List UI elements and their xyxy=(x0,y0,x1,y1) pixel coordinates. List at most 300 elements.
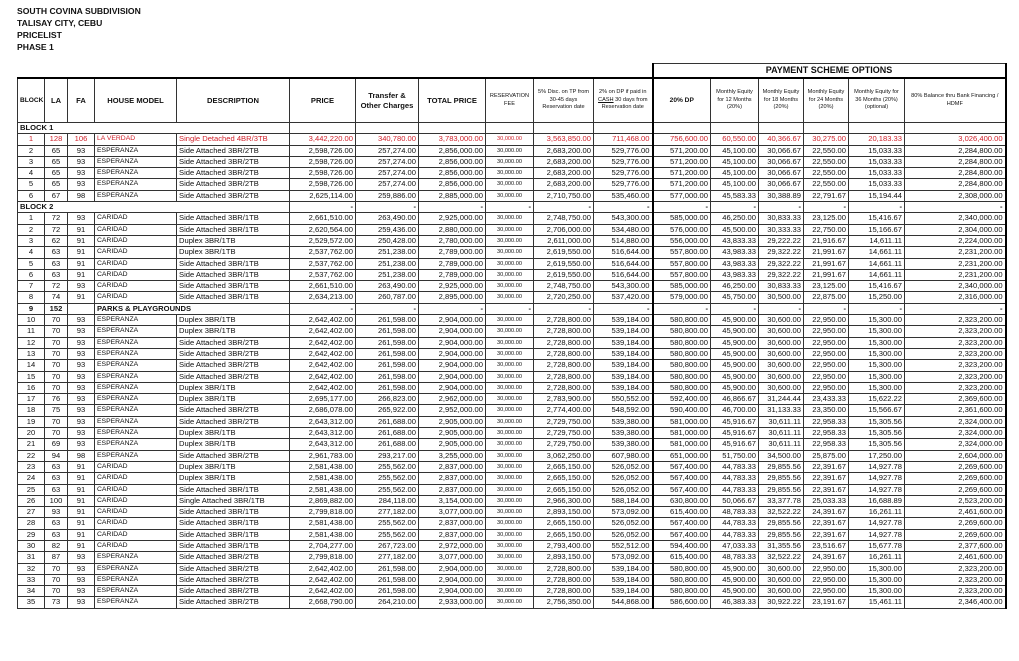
table-row xyxy=(18,428,1006,439)
table-cell: Side Attached 3BR/2TB xyxy=(177,552,290,563)
table-cell: 2,972,000.00 xyxy=(419,540,486,551)
table-cell: 573,092.00 xyxy=(594,552,653,563)
table-cell: 93 xyxy=(68,315,95,326)
dash-cell: - xyxy=(290,303,356,314)
table-cell: 22,550.00 xyxy=(804,179,849,190)
table-cell: 45,900.00 xyxy=(711,574,759,585)
table-cell: 534,480.00 xyxy=(594,224,653,235)
table-cell: 29 xyxy=(18,529,45,540)
table-cell: 2,369,600.00 xyxy=(905,394,1006,405)
table-cell: 581,000.00 xyxy=(653,439,711,450)
table-cell: 2,695,177.00 xyxy=(290,394,356,405)
table-cell: 567,400.00 xyxy=(653,473,711,484)
table-cell: 15,166.67 xyxy=(849,224,905,235)
table-cell: 29,322.22 xyxy=(759,258,804,269)
table-cell: 543,300.00 xyxy=(594,281,653,292)
table-cell: 340,780.00 xyxy=(356,134,419,145)
table-cell: 557,800.00 xyxy=(653,258,711,269)
table-cell: 29,855.56 xyxy=(759,473,804,484)
table-cell: 1 xyxy=(18,213,45,224)
table-cell: 2,683,200.00 xyxy=(534,156,594,167)
table-cell: 2,642,402.00 xyxy=(290,382,356,393)
table-cell: Side Attached 3BR/2TB xyxy=(177,337,290,348)
dash-cell: - xyxy=(594,202,653,213)
section-label: BLOCK 2 xyxy=(18,202,290,213)
table-cell: 3,077,000.00 xyxy=(419,507,486,518)
table-cell: 2,304,000.00 xyxy=(905,224,1006,235)
table-row xyxy=(18,495,1006,506)
table-row xyxy=(18,507,1006,518)
table-cell: Side Attached 3BR/1TB xyxy=(177,269,290,280)
table-cell: 2,837,000.00 xyxy=(419,518,486,529)
table-cell: 2,668,790.00 xyxy=(290,597,356,608)
table-cell: 2,231,200.00 xyxy=(905,269,1006,280)
table-cell: 50,066.67 xyxy=(711,495,759,506)
table-cell: 72 xyxy=(45,213,68,224)
table-cell: 23,350.00 xyxy=(804,405,849,416)
table-cell: Duplex 3BR/1TB xyxy=(177,247,290,258)
table-cell: 255,562.00 xyxy=(356,473,419,484)
table-cell: 2,340,000.00 xyxy=(905,281,1006,292)
table-cell: ESPERANZA xyxy=(95,315,177,326)
table-cell: 22,950.00 xyxy=(804,348,849,359)
table-cell: 33,377.78 xyxy=(759,495,804,506)
col-total-price: TOTAL PRICE xyxy=(419,78,486,123)
table-row xyxy=(18,473,1006,484)
table-cell: 22,791.67 xyxy=(804,190,849,201)
table-cell: 30,000.00 xyxy=(486,574,534,585)
table-cell: 15,033.33 xyxy=(849,156,905,167)
table-cell: 261,598.00 xyxy=(356,326,419,337)
table-cell: 48,783.33 xyxy=(711,552,759,563)
table-cell: 73 xyxy=(45,597,68,608)
table-cell: 2,642,402.00 xyxy=(290,563,356,574)
table-row xyxy=(18,168,1006,179)
col-la: LA xyxy=(45,78,68,123)
table-cell: 576,000.00 xyxy=(653,224,711,235)
table-cell: 16,261.11 xyxy=(849,552,905,563)
table-cell: 17,250.00 xyxy=(849,450,905,461)
table-cell: 2,905,000.00 xyxy=(419,416,486,427)
table-cell: 580,800.00 xyxy=(653,360,711,371)
table-cell: 265,922.00 xyxy=(356,405,419,416)
table-cell: 526,052.00 xyxy=(594,461,653,472)
table-cell: 30,600.00 xyxy=(759,563,804,574)
table-row xyxy=(18,416,1006,427)
table-cell: 30,000.00 xyxy=(486,224,534,235)
table-cell: 91 xyxy=(68,507,95,518)
table-cell: 2,269,600.00 xyxy=(905,473,1006,484)
table-cell: 24,391.67 xyxy=(804,552,849,563)
table-cell: 14,661.11 xyxy=(849,258,905,269)
table-cell: 15,300.00 xyxy=(849,326,905,337)
table-cell: 2,952,000.00 xyxy=(419,405,486,416)
table-cell: 2,316,000.00 xyxy=(905,292,1006,303)
table-cell: 2,665,150.00 xyxy=(534,484,594,495)
table-cell: 91 xyxy=(68,495,95,506)
table-cell: 82 xyxy=(45,540,68,551)
table-cell: CARIDAD xyxy=(95,292,177,303)
table-cell: 2,642,402.00 xyxy=(290,360,356,371)
table-cell: 581,000.00 xyxy=(653,428,711,439)
table-cell: 70 xyxy=(45,574,68,585)
dash-cell: - xyxy=(419,202,486,213)
table-cell: 30,922.22 xyxy=(759,597,804,608)
table-cell: Duplex 3BR/1TB xyxy=(177,382,290,393)
table-cell: 2,634,213.00 xyxy=(290,292,356,303)
table-row xyxy=(18,156,1006,167)
table-cell: 30,000.00 xyxy=(486,179,534,190)
table-cell: 255,562.00 xyxy=(356,529,419,540)
table-cell: 30,000.00 xyxy=(486,281,534,292)
table-row xyxy=(18,247,1006,258)
table-cell: 74 xyxy=(45,292,68,303)
table-cell: Side Attached 3BR/1TB xyxy=(177,507,290,518)
table-cell: 2,323,200.00 xyxy=(905,586,1006,597)
table-cell: 2,537,762.00 xyxy=(290,269,356,280)
table-cell: 590,400.00 xyxy=(653,405,711,416)
table-cell: 15,305.56 xyxy=(849,416,905,427)
section-row xyxy=(18,123,1006,134)
table-cell: 2,789,000.00 xyxy=(419,269,486,280)
table-row xyxy=(18,292,1006,303)
table-cell: Duplex 3BR/1TB xyxy=(177,428,290,439)
table-cell: 45,900.00 xyxy=(711,360,759,371)
table-row xyxy=(18,450,1006,461)
table-cell: 35 xyxy=(18,597,45,608)
table-cell: 70 xyxy=(45,416,68,427)
table-cell: Side Attached 3BR/2TB xyxy=(177,145,290,156)
table-cell: 529,776.00 xyxy=(594,179,653,190)
dash-cell: - xyxy=(759,303,804,314)
table-cell: 573,092.00 xyxy=(594,507,653,518)
table-cell: 2,581,438.00 xyxy=(290,529,356,540)
table-cell: 2,905,000.00 xyxy=(419,428,486,439)
table-cell: 15,300.00 xyxy=(849,371,905,382)
table-cell: Duplex 3BR/1TB xyxy=(177,473,290,484)
table-cell: 557,800.00 xyxy=(653,247,711,258)
table-cell: 2,837,000.00 xyxy=(419,484,486,495)
table-cell: 22,950.00 xyxy=(804,337,849,348)
table-cell: 260,787.00 xyxy=(356,292,419,303)
table-cell: 581,000.00 xyxy=(653,416,711,427)
table-cell: 21,991.67 xyxy=(804,269,849,280)
table-cell: 261,598.00 xyxy=(356,574,419,585)
table-cell: 552,512.00 xyxy=(594,540,653,551)
table-cell: ESPERANZA xyxy=(95,360,177,371)
table-cell: CARIDAD xyxy=(95,258,177,269)
table-cell: Duplex 3BR/1TB xyxy=(177,394,290,405)
table-cell: 22,391.67 xyxy=(804,518,849,529)
table-cell: 31,244.44 xyxy=(759,394,804,405)
table-cell: 25 xyxy=(18,484,45,495)
table-cell: 30,600.00 xyxy=(759,326,804,337)
table-row xyxy=(18,134,1006,145)
table-cell: 2,728,800.00 xyxy=(534,337,594,348)
table-cell: 2,869,882.00 xyxy=(290,495,356,506)
table-cell: ESPERANZA xyxy=(95,190,177,201)
table-cell: 6 xyxy=(18,269,45,280)
parks-row xyxy=(18,303,1006,314)
table-cell: 93 xyxy=(68,337,95,348)
table-cell: 2,642,402.00 xyxy=(290,371,356,382)
table-cell: 45,900.00 xyxy=(711,563,759,574)
table-cell: 22,391.67 xyxy=(804,529,849,540)
table-row xyxy=(18,394,1006,405)
table-cell: 2,895,000.00 xyxy=(419,292,486,303)
table-cell: 30,000.00 xyxy=(486,586,534,597)
table-cell: 46,700.00 xyxy=(711,405,759,416)
table-cell: 30,000.00 xyxy=(486,258,534,269)
table-cell: 24,391.67 xyxy=(804,507,849,518)
table-cell: 15,461.11 xyxy=(849,597,905,608)
table-cell: 44,783.33 xyxy=(711,461,759,472)
dash-cell: - xyxy=(534,202,594,213)
table-cell: 15,033.33 xyxy=(849,168,905,179)
table-cell: 30,000.00 xyxy=(486,597,534,608)
table-cell: 91 xyxy=(68,247,95,258)
table-cell: 4 xyxy=(18,168,45,179)
table-cell: 263,490.00 xyxy=(356,281,419,292)
table-cell: 539,184.00 xyxy=(594,326,653,337)
table-cell: Side Attached 3BR/2TB xyxy=(177,156,290,167)
table-cell: 17 xyxy=(18,394,45,405)
table-cell: 1 xyxy=(18,134,45,145)
table-cell: CARIDAD xyxy=(95,461,177,472)
table-cell: 70 xyxy=(45,428,68,439)
table-cell: 2,284,800.00 xyxy=(905,168,1006,179)
table-cell: 2,729,750.00 xyxy=(534,416,594,427)
table-cell: 100 xyxy=(45,495,68,506)
dash-cell: - xyxy=(759,202,804,213)
table-cell: 91 xyxy=(68,292,95,303)
table-cell: 30,000.00 xyxy=(486,495,534,506)
table-cell: 571,200.00 xyxy=(653,156,711,167)
table-cell: 15,305.56 xyxy=(849,439,905,450)
parks-label: PARKS & PLAYGROUNDS xyxy=(95,303,290,314)
table-cell: 2,361,600.00 xyxy=(905,405,1006,416)
table-cell: 30,066.67 xyxy=(759,156,804,167)
table-cell: 2,529,572.00 xyxy=(290,235,356,246)
table-cell: 14 xyxy=(18,360,45,371)
table-cell: 22,958.33 xyxy=(804,439,849,450)
table-cell: Side Attached 3BR/1TB xyxy=(177,518,290,529)
table-cell: 43,833.33 xyxy=(711,235,759,246)
table-cell: 2,661,510.00 xyxy=(290,281,356,292)
table-cell: 22,391.67 xyxy=(804,484,849,495)
table-cell: 94 xyxy=(45,450,68,461)
table-cell: 2,620,564.00 xyxy=(290,224,356,235)
table-row xyxy=(18,145,1006,156)
table-cell: 30,611.11 xyxy=(759,428,804,439)
table-cell: 293,217.00 xyxy=(356,450,419,461)
table-cell: 23 xyxy=(18,461,45,472)
dash-cell: - xyxy=(711,202,759,213)
parks-fa xyxy=(68,303,95,314)
table-cell: Side Attached 3BR/2TB xyxy=(177,168,290,179)
table-cell: 70 xyxy=(45,315,68,326)
table-cell: 539,184.00 xyxy=(594,574,653,585)
table-cell: 263,490.00 xyxy=(356,213,419,224)
parks-block: 9 xyxy=(18,303,45,314)
table-cell: 2,837,000.00 xyxy=(419,473,486,484)
table-row xyxy=(18,315,1006,326)
table-cell: 5 xyxy=(18,258,45,269)
table-cell: 2,642,402.00 xyxy=(290,337,356,348)
table-cell: 580,800.00 xyxy=(653,574,711,585)
table-cell: 45,100.00 xyxy=(711,168,759,179)
col-transfer: Transfer & Other Charges xyxy=(356,78,419,123)
table-cell: 567,400.00 xyxy=(653,484,711,495)
table-cell: 70 xyxy=(45,337,68,348)
table-cell: 87 xyxy=(45,552,68,563)
table-cell: 2,720,250.00 xyxy=(534,292,594,303)
table-cell: 2,611,000.00 xyxy=(534,235,594,246)
table-cell: 2,625,114.00 xyxy=(290,190,356,201)
table-cell: 2,925,000.00 xyxy=(419,281,486,292)
table-cell: 18 xyxy=(18,405,45,416)
table-cell: CARIDAD xyxy=(95,518,177,529)
table-cell: 2,925,000.00 xyxy=(419,213,486,224)
table-cell: 539,184.00 xyxy=(594,586,653,597)
table-cell: 539,184.00 xyxy=(594,360,653,371)
table-cell: 571,200.00 xyxy=(653,145,711,156)
table-cell: 22,958.33 xyxy=(804,428,849,439)
dash-cell: - xyxy=(356,303,419,314)
table-cell: 45,900.00 xyxy=(711,337,759,348)
table-cell: 2,683,200.00 xyxy=(534,179,594,190)
table-cell: 2,837,000.00 xyxy=(419,461,486,472)
table-cell: 34,500.00 xyxy=(759,450,804,461)
table-cell: 15,300.00 xyxy=(849,360,905,371)
table-cell: 2,323,200.00 xyxy=(905,371,1006,382)
table-row xyxy=(18,552,1006,563)
table-row xyxy=(18,461,1006,472)
table-cell: 529,776.00 xyxy=(594,156,653,167)
table-cell: 592,400.00 xyxy=(653,394,711,405)
table-cell: 264,210.00 xyxy=(356,597,419,608)
table-cell: 259,886.00 xyxy=(356,190,419,201)
table-cell: 257,274.00 xyxy=(356,168,419,179)
table-cell: 580,800.00 xyxy=(653,326,711,337)
table-cell: 577,000.00 xyxy=(653,190,711,201)
table-cell: 2,643,312.00 xyxy=(290,416,356,427)
table-cell: 261,688.00 xyxy=(356,416,419,427)
table-cell: 2,324,000.00 xyxy=(905,428,1006,439)
table-cell: 2,665,150.00 xyxy=(534,518,594,529)
table-cell: 30,600.00 xyxy=(759,586,804,597)
table-row xyxy=(18,563,1006,574)
table-cell: 2,856,000.00 xyxy=(419,168,486,179)
table-cell: 2,856,000.00 xyxy=(419,156,486,167)
table-cell: 23,516.67 xyxy=(804,540,849,551)
table-cell: 31 xyxy=(18,552,45,563)
table-cell: 29,322.22 xyxy=(759,247,804,258)
table-cell: 2,962,000.00 xyxy=(419,394,486,405)
table-cell: 3,062,250.00 xyxy=(534,450,594,461)
table-cell: 2,904,000.00 xyxy=(419,382,486,393)
table-cell: ESPERANZA xyxy=(95,145,177,156)
table-cell: 63 xyxy=(45,484,68,495)
table-cell: 21,991.67 xyxy=(804,247,849,258)
table-cell: 30,066.67 xyxy=(759,168,804,179)
table-cell: Single Attached 3BR/1TB xyxy=(177,495,290,506)
table-cell: Side Attached 3BR/1TB xyxy=(177,281,290,292)
table-cell: 2,284,800.00 xyxy=(905,145,1006,156)
table-cell: 2,537,762.00 xyxy=(290,258,356,269)
table-cell: 30,600.00 xyxy=(759,360,804,371)
table-cell: 70 xyxy=(45,563,68,574)
table-cell: 567,400.00 xyxy=(653,461,711,472)
table-cell: 2,706,000.00 xyxy=(534,224,594,235)
table-cell: 516,644.00 xyxy=(594,247,653,258)
table-cell: 27 xyxy=(18,507,45,518)
table-cell: Side Attached 3BR/2TB xyxy=(177,450,290,461)
table-cell: 526,052.00 xyxy=(594,529,653,540)
table-cell: 284,118.00 xyxy=(356,495,419,506)
table-cell: 43,983.33 xyxy=(711,258,759,269)
table-cell: Side Attached 3BR/1TB xyxy=(177,484,290,495)
table-cell: 22,550.00 xyxy=(804,156,849,167)
table-cell: 29,855.56 xyxy=(759,529,804,540)
table-cell: 2,893,150.00 xyxy=(534,507,594,518)
table-cell: 3,154,000.00 xyxy=(419,495,486,506)
table-cell: 48,783.33 xyxy=(711,507,759,518)
table-cell: 3,783,000.00 xyxy=(419,134,486,145)
table-cell: 2,598,726.00 xyxy=(290,156,356,167)
table-cell: 30,000.00 xyxy=(486,190,534,201)
table-cell: 2,598,726.00 xyxy=(290,179,356,190)
table-cell: 22,950.00 xyxy=(804,315,849,326)
table-cell: 526,052.00 xyxy=(594,518,653,529)
table-cell: 30,600.00 xyxy=(759,371,804,382)
table-cell: Side Attached 3BR/2TB xyxy=(177,574,290,585)
table-cell: 91 xyxy=(68,269,95,280)
table-cell: 15,300.00 xyxy=(849,574,905,585)
table-row xyxy=(18,518,1006,529)
table-cell: 2,774,400.00 xyxy=(534,405,594,416)
table-cell: 76 xyxy=(45,394,68,405)
table-cell: 2,933,000.00 xyxy=(419,597,486,608)
table-cell: 267,723.00 xyxy=(356,540,419,551)
table-cell: 539,184.00 xyxy=(594,337,653,348)
table-cell: 22,950.00 xyxy=(804,360,849,371)
table-cell: 93 xyxy=(68,405,95,416)
table-cell: 93 xyxy=(68,382,95,393)
table-cell: 47,033.33 xyxy=(711,540,759,551)
table-cell: 45,900.00 xyxy=(711,371,759,382)
table-cell: 2,661,510.00 xyxy=(290,213,356,224)
table-row xyxy=(18,190,1006,201)
table-cell: 2,893,150.00 xyxy=(534,552,594,563)
table-cell: 21,916.67 xyxy=(804,235,849,246)
table-cell: 63 xyxy=(45,247,68,258)
table-cell: 43,983.33 xyxy=(711,247,759,258)
table-cell: 2,324,000.00 xyxy=(905,416,1006,427)
table-cell: 30,000.00 xyxy=(486,428,534,439)
table-cell: 45,900.00 xyxy=(711,382,759,393)
table-cell: 2,665,150.00 xyxy=(534,461,594,472)
table-cell: 15,300.00 xyxy=(849,382,905,393)
table-cell: 30,000.00 xyxy=(486,326,534,337)
table-cell: 31,355.56 xyxy=(759,540,804,551)
dash-cell: - xyxy=(594,303,653,314)
table-cell: 15 xyxy=(18,371,45,382)
table-cell: 23,191.67 xyxy=(804,597,849,608)
table-cell: 580,800.00 xyxy=(653,563,711,574)
table-cell: ESPERANZA xyxy=(95,405,177,416)
table-cell: 2,710,750.00 xyxy=(534,190,594,201)
